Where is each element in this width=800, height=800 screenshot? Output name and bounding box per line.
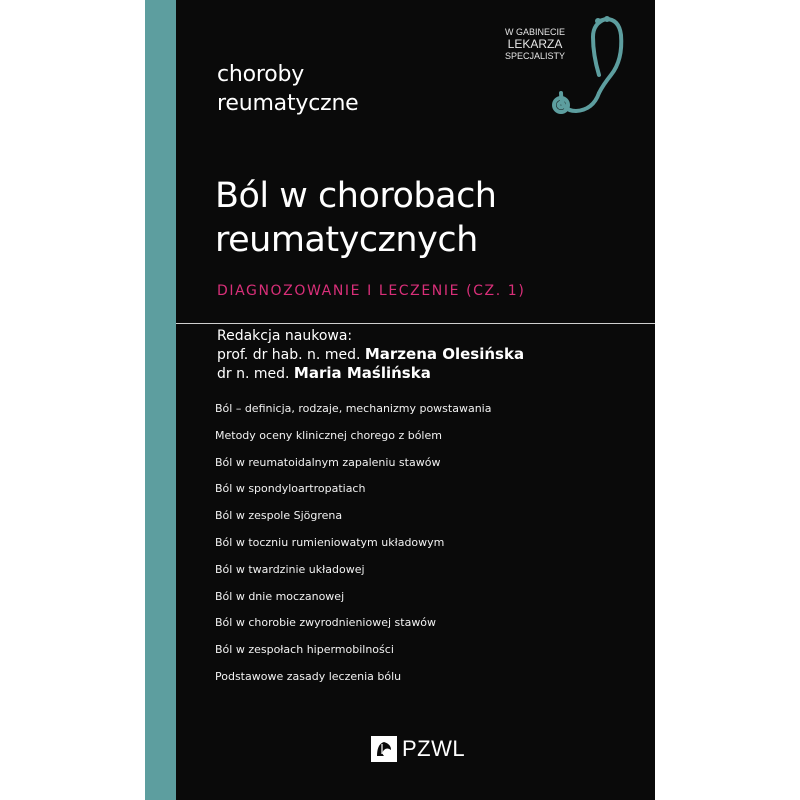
pzwl-logo-icon (371, 736, 397, 762)
divider (176, 323, 655, 324)
editor-1-name: Marzena Olesińska (364, 345, 525, 363)
publisher-name: PZWL (402, 736, 466, 761)
series-line-2: reumatyczne (217, 91, 359, 116)
editor-2 (217, 364, 524, 383)
book-title (215, 174, 497, 262)
editor-1-prefix: prof. dr hab. n. med. (217, 347, 361, 363)
badge-line-3: SPECJALISTY (504, 51, 566, 61)
stethoscope-icon (531, 15, 635, 125)
contents-item: Ból w spondyloartropatiach (215, 482, 366, 496)
title-line-2: reumatycznych (215, 220, 478, 260)
contents-item: Podstawowe zasady leczenia bólu (215, 669, 402, 683)
title-line-1: Ból w chorobach (215, 176, 497, 216)
book-cover (145, 0, 655, 800)
contents-item: Ból w chorobie zwyrodnieniowej stawów (215, 616, 437, 630)
contents-list (215, 399, 491, 694)
editor-1 (217, 345, 524, 364)
editor-2-prefix: dr n. med. (217, 366, 290, 382)
contents-item: Ból w zespole Sjögrena (215, 509, 343, 523)
contents-item: Ból w toczniu rumieniowatym układowym (215, 535, 445, 549)
editors-block (217, 327, 524, 383)
publisher-mark (371, 734, 465, 764)
contents-item: Ból w dnie moczanowej (215, 589, 345, 603)
contents-item: Ból – definicja, rodzaje, mechanizmy powstawania (215, 402, 492, 415)
contents-item: Ból w zespołach hipermobilności (215, 643, 394, 657)
badge-line-1: W GABINECIE (504, 27, 565, 37)
contents-item: Ból w reumatoidalnym zapaleniu stawów (215, 455, 441, 469)
contents-item: Ból w twardzinie układowej (215, 562, 365, 576)
contents-item: Metody oceny klinicznej chorego z bólem (215, 428, 442, 442)
badge-line-2: LEKARZA (507, 37, 563, 51)
editor-2-name: Maria Maślińska (293, 364, 431, 382)
editors-label: Redakcja naukowa: (217, 328, 353, 344)
series-title (217, 60, 359, 118)
book-subtitle: DIAGNOZOWANIE I LECZENIE (CZ. 1) (217, 283, 526, 299)
series-badge (495, 15, 635, 125)
spine-stripe (145, 0, 176, 800)
series-line-1: choroby (217, 62, 305, 87)
